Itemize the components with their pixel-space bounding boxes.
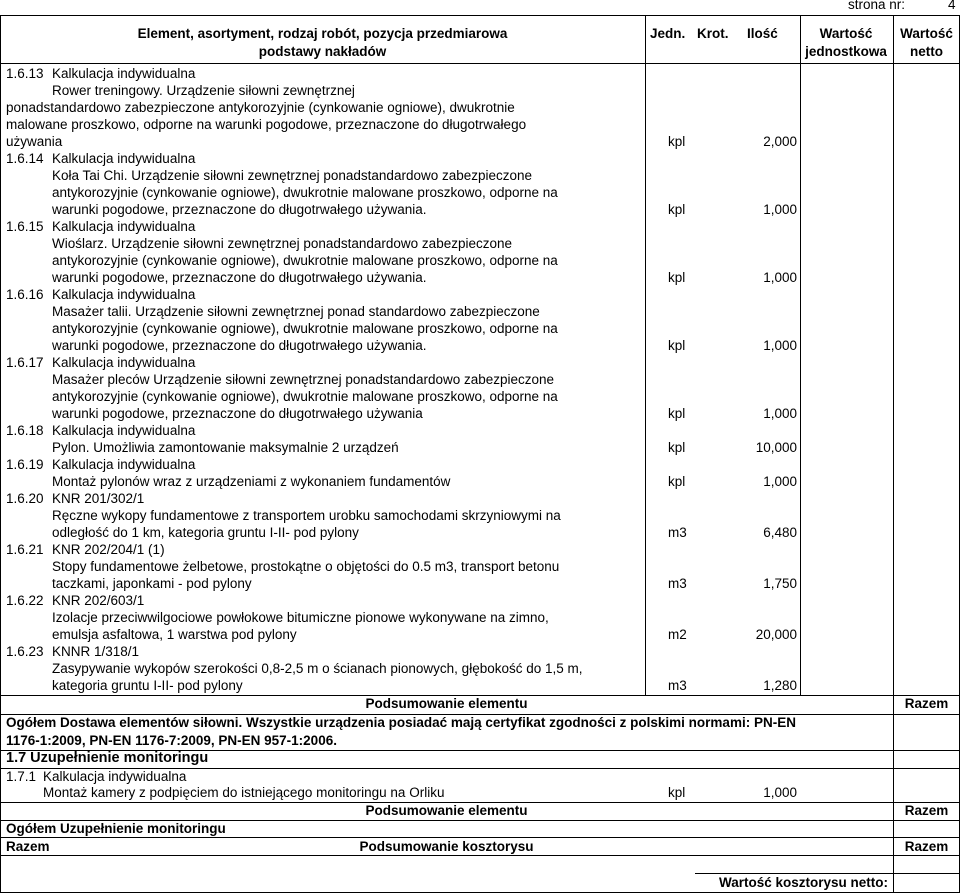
- item-title: Kalkulacja indywidualna: [52, 287, 196, 302]
- estimate-net-value-label: Wartość kosztorysu netto:: [718, 875, 888, 890]
- item-desc-line: Rower treningowy. Urządzenie siłowni zewnętrznej: [52, 83, 355, 98]
- net-value-top-rule: [695, 873, 960, 874]
- item-unit: kpl: [668, 406, 686, 421]
- footer-razem-right: Razem: [904, 839, 949, 854]
- item-title: Kalkulacja indywidualna: [52, 219, 196, 234]
- left-border: [0, 15, 1, 893]
- item-desc-line: odległość do 1 km, kategoria gruntu I-II- pod pylony: [52, 525, 359, 540]
- item-unit: kpl: [668, 270, 686, 285]
- item-unit: m2: [668, 627, 687, 642]
- item-unit: m3: [668, 576, 687, 591]
- item-desc-line: Wioślarz. Urządzenie siłowni zewnętrznej ponadstandardowo zabezpieczone: [52, 236, 512, 251]
- column-rule-wartosc-jedn: [800, 15, 801, 695]
- item-desc-line: Zasypywanie wykopów szerokości 0,8-2,5 m o ścianach pionowych, głębokość do 1,5 m,: [52, 661, 583, 676]
- item-unit: kpl: [668, 474, 686, 489]
- element-summary-label: Podsumowanie elementu: [365, 803, 528, 818]
- item-desc-line: Koła Tai Chi. Urządzenie siłowni zewnętrznej ponadstandardowo zabezpieczone: [52, 168, 533, 183]
- element-summary-label: Podsumowanie elementu: [365, 696, 528, 711]
- item-number: 1.6.23: [6, 644, 44, 659]
- header-unit: Jedn.: [650, 26, 686, 41]
- item-unit: kpl: [668, 785, 686, 800]
- item-desc-line: kategoria gruntu I-II- pod pylony: [52, 678, 243, 693]
- item-desc-line: Montaż pylonów wraz z urządzeniami z wykonaniem fundamentów: [52, 474, 451, 489]
- item-desc-line: taczkami, japonkami - pod pylony: [52, 576, 252, 591]
- item-number: 1.6.18: [6, 423, 44, 438]
- item-title: Kalkulacja indywidualna: [52, 355, 196, 370]
- item-number: 1.6.22: [6, 593, 44, 608]
- item-desc-line: emulsja asfaltowa, 1 warstwa pod pylony: [52, 627, 297, 642]
- item-desc-line: antykorozyjnie (cynkowanie ogniowe), dwukrotnie malowane proszkowo, odporne na: [52, 321, 558, 336]
- item-number: 1.6.13: [6, 66, 44, 81]
- item-number: 1.7.1: [6, 769, 37, 784]
- item-qty: 20,000: [755, 627, 797, 642]
- element-summary-razem: Razem: [904, 696, 949, 711]
- column-rule-jedn: [645, 15, 646, 695]
- item-number: 1.6.14: [6, 151, 44, 166]
- item-qty: 1,000: [763, 785, 797, 800]
- item-title: Kalkulacja indywidualna: [43, 769, 187, 784]
- item-qty: 1,000: [763, 202, 797, 217]
- bottom-rule: [0, 892, 960, 893]
- item-desc-line: Ręczne wykopy fundamentowe z transportem urobku samochodami skrzyniowymi na: [52, 508, 561, 523]
- item-unit: kpl: [668, 440, 686, 455]
- item-qty: 1,000: [763, 474, 797, 489]
- item-desc-line: ponadstandardowo zabezpieczone antykorozyjnie (cynkowanie ogniowe), dwukrotnie: [6, 100, 515, 115]
- item-qty: 1,000: [763, 338, 797, 353]
- section-heading: 1.7 Uzupełnienie monitoringu: [6, 750, 209, 766]
- item-qty: 1,000: [763, 406, 797, 421]
- item-qty: 1,000: [763, 270, 797, 285]
- item-title: Kalkulacja indywidualna: [52, 457, 196, 472]
- item-unit: m3: [668, 678, 687, 693]
- header-element-line2: podstawy nakładów: [258, 44, 387, 59]
- item-qty: 1,280: [763, 678, 797, 693]
- item-number: 1.6.16: [6, 287, 44, 302]
- footer-summary-bottom-rule: [0, 855, 960, 856]
- header-element-line1: Element, asortyment, rodzaj robót, pozycja przedmiarowa: [137, 26, 508, 41]
- item-qty: 6,480: [763, 525, 797, 540]
- item-desc-line: Stopy fundamentowe żelbetowe, prostokątne o objętości do 0.5 m3, transport betonu: [52, 559, 560, 574]
- item-desc-line: Pylon. Umożliwia zamontowanie maksymalnie 2 urządzeń: [52, 440, 399, 455]
- item-desc-line: Masażer pleców Urządzenie siłowni zewnętrznej ponadstandardowo zabezpieczone: [52, 372, 555, 387]
- item-desc-line: Masażer talii. Urządzenie siłowni zewnętrznej ponad standardowo zabezpieczone: [52, 304, 540, 319]
- header-krot: Krot.: [697, 26, 729, 41]
- item-number: 1.6.21: [6, 542, 44, 557]
- item-desc-line: warunki pogodowe, przeznaczone do długotrwałego używania.: [52, 202, 427, 217]
- page-number: 4: [948, 0, 956, 12]
- item-desc-line: warunki pogodowe, przeznaczone do długotrwałego używania.: [52, 270, 427, 285]
- estimate-summary-label: Podsumowanie kosztorysu: [359, 839, 534, 854]
- header-unit-value-2: jednostkowa: [805, 44, 887, 59]
- item-desc-line: Montaż kamery z podpięciem do istniejącego monitoringu na Orliku: [43, 785, 445, 800]
- item-desc-line: używania: [6, 134, 63, 149]
- item-desc-line: Izolacje przeciwwilgociowe powłokowe bitumiczne pionowe wykonywane na zimno,: [52, 610, 549, 625]
- item-desc-line: warunki pogodowe, przeznaczone do długotrwałego używania: [52, 406, 423, 421]
- element-summary-razem: Razem: [904, 803, 949, 818]
- ogolem-line: 1176-1:2009, PN-EN 1176-7:2009, PN-EN 957-1:2006.: [6, 733, 337, 748]
- item-desc-line: antykorozyjnie (cynkowanie ogniowe), dwukrotnie malowane proszkowo, odporne na: [52, 389, 558, 404]
- footer-razem-left: Razem: [6, 839, 50, 854]
- header-net-value-1: Wartość: [900, 26, 953, 41]
- item-qty: 1,750: [763, 576, 797, 591]
- item-title: KNR 201/302/1: [52, 491, 145, 506]
- item-qty: 2,000: [763, 134, 797, 149]
- razem-column-rule: [893, 695, 894, 893]
- item-number: 1.6.20: [6, 491, 44, 506]
- header-net-value-2: netto: [910, 44, 943, 59]
- item-unit: kpl: [668, 202, 686, 217]
- header-unit-value-1: Wartość: [819, 26, 873, 41]
- item-number: 1.6.15: [6, 219, 44, 234]
- item-title: KNNR 1/318/1: [52, 644, 140, 659]
- item-desc-line: warunki pogodowe, przeznaczone do długotrwałego używania.: [52, 338, 427, 353]
- item-unit: kpl: [668, 134, 686, 149]
- item-title: Kalkulacja indywidualna: [52, 423, 196, 438]
- item-desc-line: malowane proszkowo, odporne na warunki pogodowe, przeznaczone do długotrwałego: [6, 117, 527, 132]
- ogolem2-bottom-rule: [0, 837, 960, 838]
- item-title: Kalkulacja indywidualna: [52, 151, 196, 166]
- item-title: KNR 202/204/1 (1): [52, 542, 165, 557]
- ogolem-line: Ogółem Dostawa elementów siłowni. Wszystkie urządzenia posiadać mają certyfikat zgodności z polskimi normami: PN-EN: [6, 715, 796, 730]
- item-qty: 10,000: [755, 440, 797, 455]
- header-top-rule: [0, 15, 960, 16]
- item-title: Kalkulacja indywidualna: [52, 66, 196, 81]
- item-title: KNR 202/603/1: [52, 593, 145, 608]
- header-qty: Ilość: [747, 26, 778, 41]
- header-bottom-rule: [0, 63, 960, 64]
- column-rule-wartosc-netto: [893, 15, 894, 695]
- item-unit: kpl: [668, 338, 686, 353]
- ogolem-line: Ogółem Uzupełnienie monitoringu: [6, 821, 226, 836]
- item-number: 1.6.19: [6, 457, 44, 472]
- item-number: 1.6.17: [6, 355, 44, 370]
- item-unit: m3: [668, 525, 687, 540]
- page-number-label: strona nr:: [848, 0, 906, 12]
- item-desc-line: antykorozyjnie (cynkowanie ogniowe), dwukrotnie malowane proszkowo, odporne na: [52, 185, 558, 200]
- item-desc-line: antykorozyjnie (cynkowanie ogniowe), dwukrotnie malowane proszkowo, odporne na: [52, 253, 558, 268]
